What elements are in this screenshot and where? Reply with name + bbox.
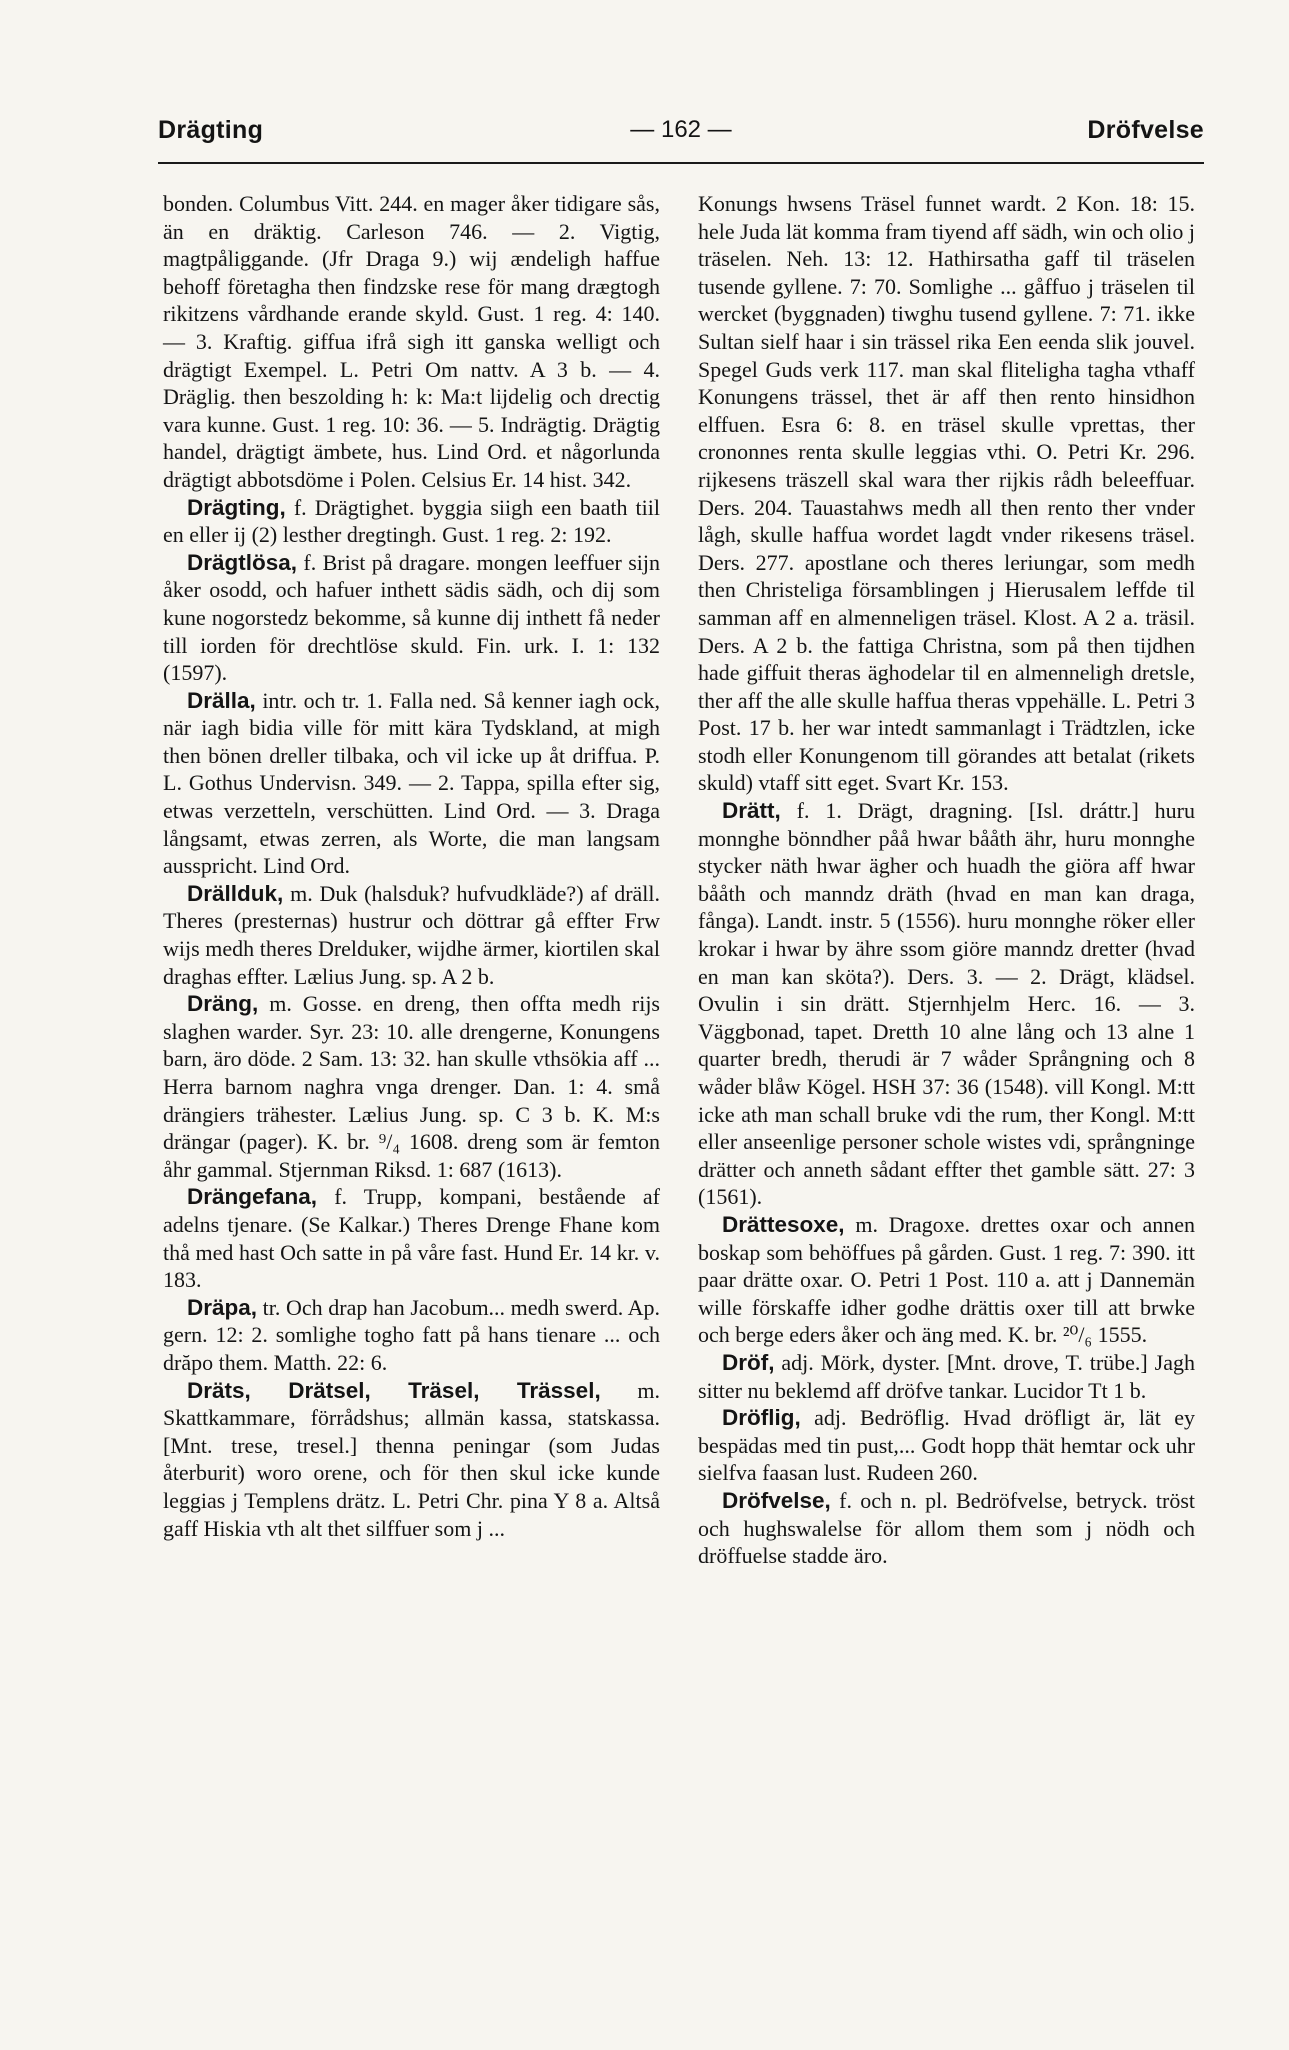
entry-text: m. Dragoxe. drettes oxar och annen boskap som behöffues på gården. Gust. 1 reg. 7: 390. itt paar drätte oxar. O. Petri 1 Post. 110 a. att j Dannemän wille förskaffe idher godhe drättis oxer till att brwke och berge eders åker och äng med. K. br. ²⁰/₆ 1555.	[698, 1211, 1195, 1348]
entry-text: f. Trupp, kompani, bestående af adelns tjenare. (Se Kalkar.) Theres Drenge Fhane kom thå med hast Och satte in på våre fast. Hund Er. 14 kr. v. 183.	[163, 1184, 661, 1293]
entry-headword: Dräts, Drätsel, Träsel, Trässel,	[187, 1377, 601, 1403]
entry-text: bonden. Columbus Vitt. 244. en mager åker tidigare sås, än en dräktig. Carleson 746. — 2. Vigtig, magtpåliggande. (Jfr Draga 9.) wij ændeligh haffue behoff företagha then findzske rese för mang drægtogh rikitzens vårdhande erande skyld. Gust. 1 reg. 4: 140. — 3. Kraftig. giffua ifrå sigh itt ganska welligt och drägtigt Exempel. L. Petri Om nattv. A 3 b. — 4. Dräglig. then beszolding h: k: Ma:t lijdelig och drectig vara kunne. Gust. 1 reg. 10: 36. — 5. Indrägtig. Drägtig handel, drägtigt ämbete, hus. Lind Ord. et någorlunda drägtigt abbotsdöme i Polen. Celsius Er. 14 hist. 342.	[163, 191, 660, 492]
page-number: — 162 —	[630, 116, 732, 143]
entry-text: adj. Mörk, dyster. [Mnt. drove, T. trübe.] Jagh sitter nu beklemd aff dröfve tankar. Lucidor Tt 1 b.	[698, 1349, 1196, 1403]
dictionary-entry	[698, 797, 1195, 1211]
entry-headword: Drägtlösa,	[187, 549, 298, 575]
dictionary-entry	[163, 190, 660, 494]
dictionary-entry	[163, 1183, 660, 1293]
entry-text: m. Duk (halsduk? hufvudkläde?) af dräll. Theres (presternas) hustrur och döttrar gå effter Frw wijs medh theres Drelduker, wijdhe ärmer, kiortilen skal draghas effter. Lælius Jung. sp. A 2 b.	[163, 880, 661, 989]
dictionary-entry	[698, 1404, 1195, 1487]
entry-text: f. Brist på dragare. mongen leeffuer sijn åker osodd, och hafuer inthett sädis sädh, och dij som kune nogorstedz bekomme, så kunne dij inthett få neder till iorden för drechtlöse skuld. Fin. urk. I. 1: 132 (1597).	[163, 549, 660, 686]
left-column	[163, 190, 660, 1542]
dictionary-entry	[163, 1294, 660, 1377]
entry-text: f. Drägtighet. byggia siigh een baath tiil en eller ij (2) lesther dregtingh. Gust. 1 reg. 2: 192.	[163, 494, 660, 548]
entry-text: intr. och tr. 1. Falla ned. Så kenner iagh ock, när iagh bidia ville för mitt kära Tydskland, at migh then bönen dreller tilbaka, och vil icke up åt driffua. P. L. Gothus Undervisn. 349. — 2. Tappa, spilla efter sig, etwas verzetteln, verschütten. Lind Ord. — 3. Draga långsamt, etwas zerren, als Worte, die man langsam ausspricht. Lind Ord.	[163, 687, 661, 879]
entry-headword: Dröfvelse,	[722, 1487, 831, 1513]
entry-text: f. och n. pl. Bedröfvelse, betryck. tröst och hughswalelse för allom them som j nödh och dröffuelse stadde äro.	[698, 1487, 1196, 1569]
entry-headword: Drällduk,	[187, 880, 284, 906]
dictionary-entry	[163, 1377, 660, 1543]
dictionary-entry	[698, 1211, 1195, 1349]
dictionary-entry	[698, 190, 1195, 797]
entry-text: Konungs hwsens Träsel funnet wardt. 2 Kon. 18: 15. hele Juda lät komma fram tiyend aff sädh, win och olio j träselen. Neh. 13: 12. Hathirsatha gaff til träselen tusende gyllene. 7: 70. Somlighe ... gåffuo j träselen til wercket (byggnaden) tiwghu tusend gyllene. 7: 71. ikke Sultan sielf haar i sin trässel rika Een eenda slik jouvel. Spegel Guds verk 117. man skal fliteligha tagha vthaff Konungens trässel, thet är aff then rento hinsidhon elffuen. Esra 6: 8. en träsel skulle vprettas, ther crononnes renta skulle leggias vthi. O. Petri Kr. 296. rijkesens träszell skal wara ther rijkis rådh beleeffuar. Ders. 204. Tauastahws medh all then rento ther vnder lågh, skulle haffua wordet lagdt vnder rikesens träsel. Ders. 277. apostlane och theres leriungar, som medh then Christeliga församblingen j Hierusalem leffde til samman aff en almenneligen träsel. Klost. A 2 a. träsil. Ders. A 2 b. the fattiga Christna, som på then tijdhen hade giffuit theras äghodelar til en almenneligh dretsle, ther aff the alle skulle haffua theras vppehälle. L. Petri 3 Post. 17 b. her war intedt sammanlagt i Trädtzlen, icke stodh eller Konungenom till görandes att betalat (rikets skuld) vtaff sitt eget. Svart Kr. 153.	[698, 191, 1195, 796]
dictionary-entry	[163, 687, 660, 880]
right-column	[698, 190, 1195, 1570]
entry-headword: Drätt,	[722, 798, 781, 824]
header-right-word: Dröfvelse	[1087, 116, 1204, 144]
dictionary-entry	[698, 1487, 1195, 1570]
entry-headword: Drägting,	[187, 494, 286, 520]
entry-headword: Dräpa,	[187, 1294, 258, 1320]
dictionary-entry	[163, 494, 660, 549]
header-left-word: Drägting	[158, 116, 264, 144]
entry-text: f. 1. Drägt, dragning. [Isl. dráttr.] huru monnghe bönndher påå hwar bååth ähr, huru monnghe stycker näth hwar ägher och huadh the giöra aff hwar bååth och manndz dräth (hvad en man kan draga, fånga). Landt. instr. 5 (1556). huru monnghe röker eller krokar i hwar by ähre ssom giöre manndz dretter (hvad en man kan sköta?). Ders. 3. — 2. Drägt, klädsel. Ovulin i sin drätt. Stjernhjelm Herc. 16. — 3. Väggbonad, tapet. Dretth 10 alne lång och 13 alne 1 quarter bredh, therudi är 7 wåder Språngning och 8 wåder blåw Kögel. HSH 37: 36 (1548). vill Kongl. M:tt icke ath man schall bruke vdi the rum, ther Kongl. M:tt eller anseenlige personer schole wistes vdi, språngninge drätter och anneth sådant effter thet gamble sätt. 27: 3 (1561).	[698, 798, 1195, 1210]
dictionary-entry	[163, 990, 660, 1183]
dictionary-entry	[163, 880, 660, 990]
dictionary-entry	[698, 1349, 1195, 1404]
entry-text: adj. Bedröflig. Hvad dröfligt är, lät ey bespädas med tin pust,... Godt hopp thät hemtar ock uhr sielfva faasan lust. Rudeen 260.	[698, 1405, 1195, 1486]
entry-headword: Drängefana,	[187, 1184, 318, 1210]
dictionary-entry	[163, 549, 660, 687]
running-header	[158, 116, 1204, 164]
entry-headword: Dräng,	[187, 991, 259, 1017]
entry-text: m. Skattkammare, förrådshus; allmän kassa, statskassa. [Mnt. trese, tresel.] thenna peningar (som Judas återburit) woro orene, och för then skul icke kunde leggias j Templens drätz. L. Petri Chr. pina Y 8 a. Altså gaff Hiskia vth alt thet silffuer som j ...	[163, 1377, 660, 1541]
entry-headword: Dröf,	[722, 1349, 775, 1375]
entry-headword: Dröflig,	[722, 1405, 801, 1431]
entry-headword: Drälla,	[187, 687, 256, 713]
entry-text: tr. Och drap han Jacobum... medh swerd. Ap. gern. 12: 2. somlighe togho fatt på hans tienare ... och drăpo them. Matth. 22: 6.	[163, 1294, 661, 1375]
entry-text: m. Gosse. en dreng, then offta medh rijs slaghen warder. Syr. 23: 10. alle drengerne, Konungens barn, äro döde. 2 Sam. 13: 32. han skulle vthsökia aff ... Herra barnom naghra vnga drenger. Dan. 1: 4. små drängiers trähester. Lælius Jung. sp. C 3 b. K. M:s drängar (pager). K. br. ⁹/₄ 1608. dreng som är femton åhr gammal. Stjernman Riksd. 1: 687 (1613).	[163, 991, 660, 1182]
entry-headword: Drättesoxe,	[722, 1211, 845, 1237]
